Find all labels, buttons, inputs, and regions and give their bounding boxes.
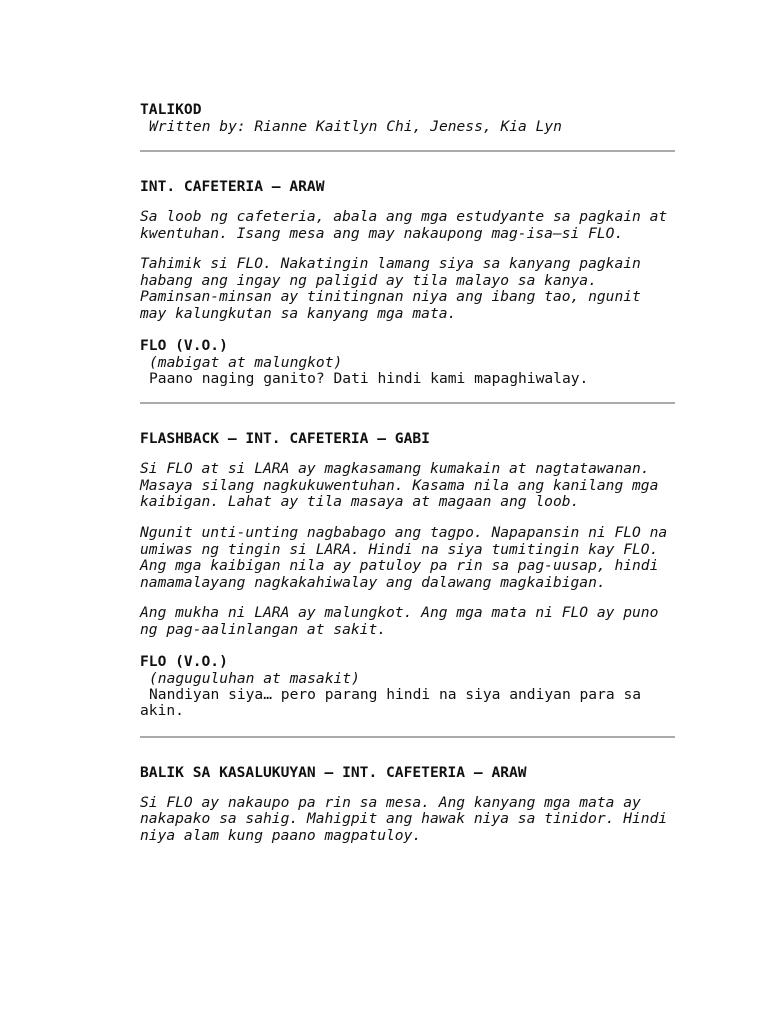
action-paragraph: Si FLO at si LARA ay magkasamang kumakain at nagtatawanan. Masaya silang nagkukuwentuhan. Kasama nila ang kanilang mga kaibigan. Lahat ay tila masaya at magaan ang loob. bbox=[140, 460, 659, 511]
screenplay-content bbox=[140, 101, 675, 844]
dialogue: Paano naging ganito? Dati hindi kami mapaghiwalay. bbox=[149, 369, 589, 387]
divider bbox=[140, 402, 675, 404]
action-paragraph: Sa loob ng cafeteria, abala ang mga estudyante sa pagkain at kwentuhan. Isang mesa ang may nakaupong mag-isa—si FLO. bbox=[140, 208, 668, 242]
action-paragraph: Si FLO ay nakaupo pa rin sa mesa. Ang kanyang mga mata ay nakapako sa sahig. Mahigpit ang hawak niya sa tinidor. Hindi niya alam kung paano magpatuloy. bbox=[140, 793, 668, 844]
parenthetical: (mabigat at malungkot) bbox=[149, 353, 343, 371]
written-by-line: Written by: Rianne Kaitlyn Chi, Jeness, Kia Lyn bbox=[149, 118, 562, 135]
character-name: FLO (V.O.) bbox=[140, 336, 228, 354]
scene-heading: BALIK SA KASALUKUYAN – INT. CAFETERIA – ARAW bbox=[140, 763, 527, 781]
divider bbox=[140, 150, 675, 152]
action-paragraph: Ang mukha ni LARA ay malungkot. Ang mga mata ni FLO ay puno ng pag-aalinlangan at sakit. bbox=[140, 604, 659, 638]
character-name: FLO (V.O.) bbox=[140, 652, 228, 670]
action-paragraph: Tahimik si FLO. Nakatingin lamang siya sa kanyang pagkain habang ang ingay ng paligid ay tila malayo sa kanya. Paminsan-minsan ay tinitingnan niya ang ibang tao, ngunit may kalungkutan sa kanyang mga mata. bbox=[140, 255, 641, 322]
scene-heading: INT. CAFETERIA – ARAW bbox=[140, 178, 325, 195]
parenthetical: (naguguluhan at masakit) bbox=[149, 669, 360, 687]
action-paragraph: Ngunit unti-unting nagbabago ang tagpo. Napapansin ni FLO na umiwas ng tingin si LARA. Hindi na siya tumitingin kay FLO. Ang mga kaibigan nila ay patuloy pa rin sa pag-uusap, hindi namamalayang nagkakahiwalay ang dalawang magkaibigan. bbox=[140, 523, 668, 591]
scene-heading: FLASHBACK – INT. CAFETERIA – GABI bbox=[140, 430, 430, 448]
document-title: TALIKOD bbox=[140, 101, 202, 118]
divider bbox=[140, 736, 675, 738]
dialogue: Nandiyan siya… pero parang hindi na siya andiyan para sa akin. bbox=[140, 685, 642, 720]
